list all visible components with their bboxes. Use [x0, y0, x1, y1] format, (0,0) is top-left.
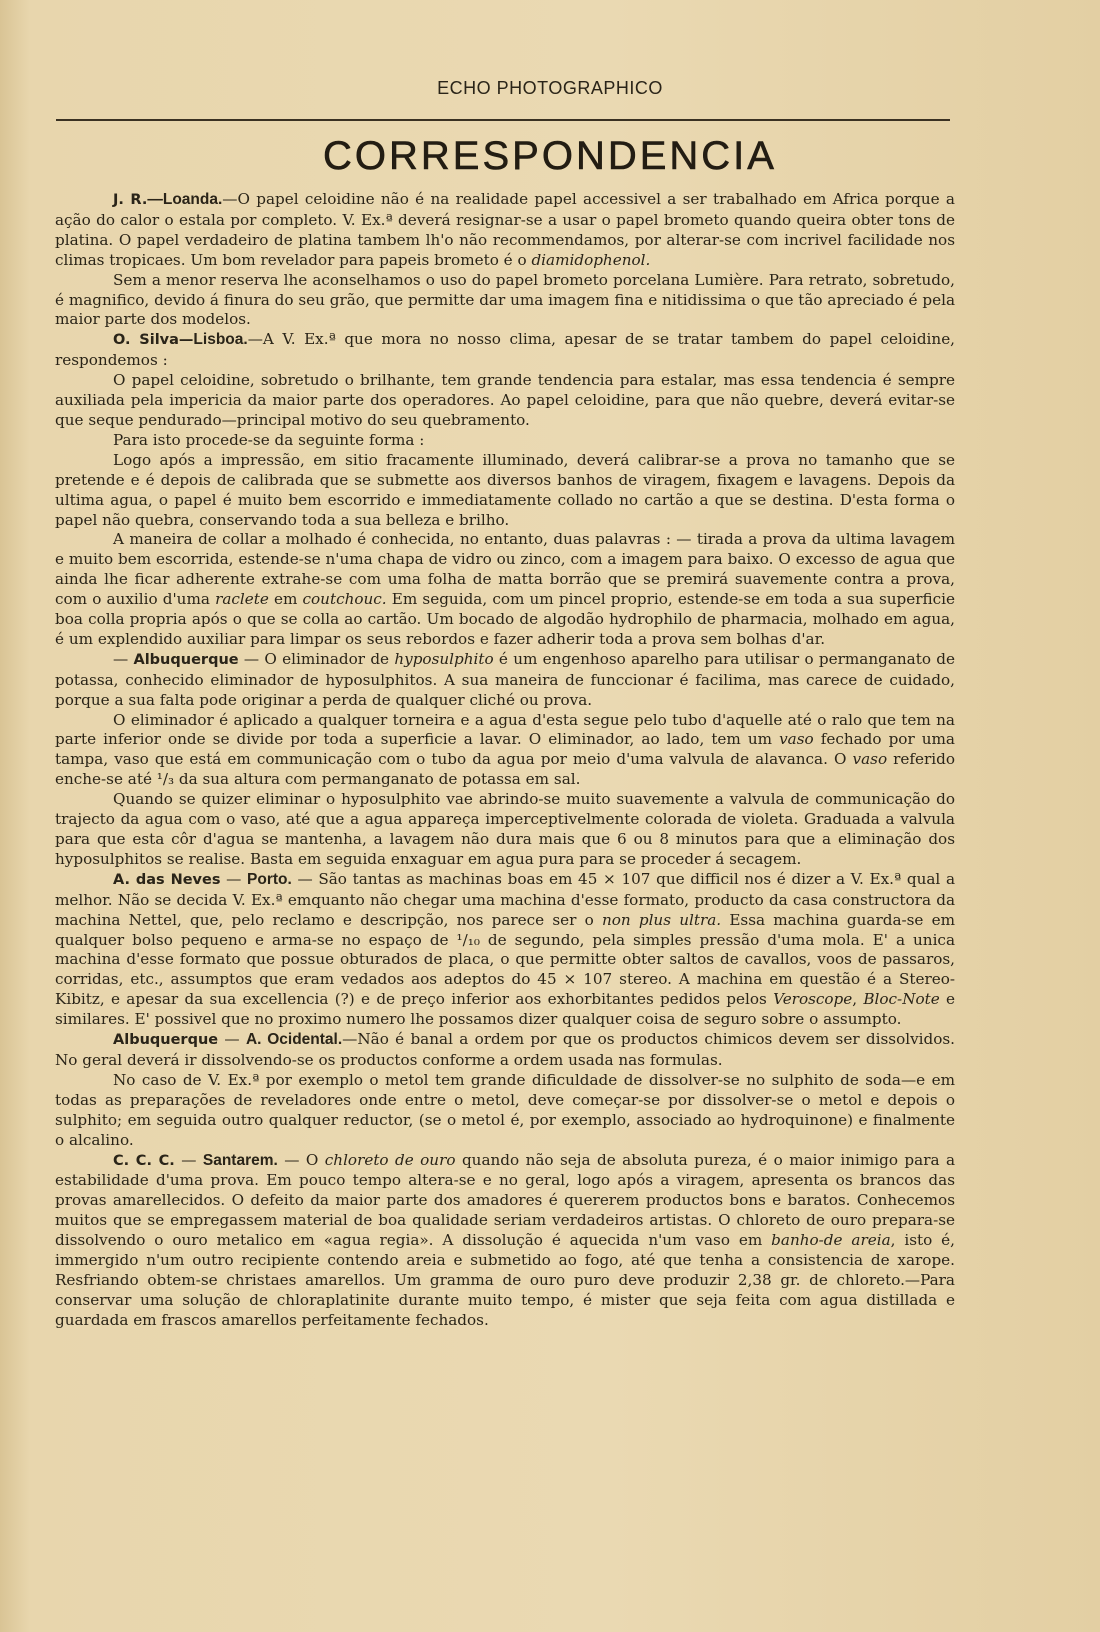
italic-term: coutchouc. — [302, 590, 387, 609]
paragraph-text: , isto é, immergido n'um outro recipiente contendo areia e submetido ao fogo, até que tenha a consistencia de xarope. Resfriando obtem-se christaes amarellos. Um gramma de ouro puro deve produzir 2,38 gr. de chloreto.—Para conservar uma solução de chloraplatinite durante muito tempo, é mister que seja feita com agua distillada e guardada em frascos amarellos perfeitamente fechados. — [55, 1231, 955, 1329]
separator: — — [220, 869, 248, 888]
italic-term: Veroscope — [773, 990, 853, 1009]
paragraph-text: —Não é banal a ordem por que os productos chimicos devem ser dissolvidos. No geral deverá ir dissolvendo-se os productos conforme a ordem usada nas formulas. — [55, 1030, 955, 1069]
paragraph — [55, 790, 955, 870]
paragraph-text: Para isto procede-se da seguinte forma : — [113, 430, 425, 449]
paragraph-text: em — [268, 590, 303, 609]
letter-porto — [55, 870, 955, 1030]
italic-term: chloreto de ouro — [324, 1150, 456, 1169]
paragraph-text: fechado por uma tampa, vaso que está em communicação com o tubo da agua por meio d'uma valvula de alavanca. O — [55, 730, 955, 769]
letter-loanda — [55, 190, 955, 271]
header-rule — [56, 119, 950, 121]
paragraph-text: A maneira de collar a molhado é conhecida, no entanto, duas palavras : — tirada a prova da ultima lavagem e muito bem escorrida, estende-se n'uma chapa de vidro ou zinco, com a imagem para baixo. O excesso de agua que ainda lhe ficar adherente extrahe-se com uma folha de matta borrão que se premirá suavemente contra a prova, com o auxilio d'uma — [55, 530, 955, 609]
paragraph-text: Sem a menor reserva lhe aconselhamos o uso do papel brometo porcelana Lumière. Para retrato, sobretudo, é magnifico, devido á finura do seu grão, que permitte dar uma imagem fina e nitidissima o que tão apreciado é pela maior parte dos modelos. — [55, 270, 955, 329]
paragraph-text: O papel celoidine, sobretudo o brilhante, tem grande tendencia para estalar, mas essa tendencia é sempre auxiliada pela impericia da maior parte dos operadores. Ao papel celoidine, para que não quebre, deverá evitar-se que seque pendurado—principal motivo do seu quebramento. — [55, 371, 955, 429]
paragraph-text: — — [113, 649, 134, 668]
paragraph-text: — O eliminador de — [238, 649, 395, 668]
paragraph — [55, 530, 955, 649]
paragraph — [55, 1071, 955, 1151]
paragraph-text: Quando se quizer eliminar o hyposulphito vae abrindo-se muito suavemente a valvula de communicação do trajecto da agua com o vaso, até que a agua appareça imperceptivelmente colorada de violeta. Graduada a valvula para que esta côr d'agua se mantenha, a lavagem não dura mais que 6 ou 8 minutos para que a eliminação dos hyposulphitos se realise. Basta em seguida enxaguar em agua pura para se proceder á secagem. — [55, 790, 955, 868]
correspondent-place: Lisboa. — [193, 331, 248, 349]
correspondent-name: Albuquerque — [113, 1032, 219, 1049]
correspondent-place: —Loanda. — [147, 191, 223, 208]
letter-albuquerque-eliminador — [55, 650, 955, 711]
letter-santarem — [55, 1151, 955, 1331]
italic-term: Bloc-Note — [863, 990, 940, 1009]
correspondent-name: Albuquerque — [133, 651, 239, 668]
italic-term: banho-de areia — [771, 1231, 891, 1250]
correspondent-initials: J. R. — [113, 192, 148, 208]
paragraph — [55, 371, 955, 431]
paragraph — [55, 271, 955, 331]
paragraph-text: Em seguida, com um pincel proprio, estende-se em toda a sua superficie boa colla propria após o que se colla ao cartão. Um bocado de algodão hydrophilo de pharmacia, molhado em agua, é um explendido auxiliar para limpar os seus rebordos e fazer adherir toda a prova sem bolhas d'ar. — [55, 590, 955, 648]
letter-lisboa — [55, 330, 955, 371]
paragraph — [55, 711, 955, 791]
paragraph-text: é um engenhoso aparelho para utilisar o permanganato de potassa, conhecido eliminador de hyposulphitos. A sua maneira de funccionar é facilima, mas carece de cuidado, porque a sua falta pode originar a perda de qualquer cliché ou prova. — [55, 649, 955, 709]
separator: — — [218, 1030, 246, 1049]
separator: — — [174, 1150, 203, 1169]
italic-term: diamidophenol. — [531, 250, 651, 269]
correspondent-place: Porto. — [247, 870, 292, 888]
correspondent-initials: O. Silva— — [113, 332, 194, 349]
paragraph — [55, 451, 955, 531]
italic-term: hyposulphito — [394, 649, 494, 668]
paragraph-text: , — [852, 990, 864, 1009]
paragraph-text: — O — [277, 1150, 325, 1169]
paragraph-text: Essa machina guarda-se em qualquer bolso pequeno e arma-se no espaço de ¹/₁₀ de segundo, pela simples pressão d'uma mola. E' a unica machina d'esse formato que possue obturados de placa, o que permitte obter saltos de cavallos, voos de passaros, corridas, etc., assumptos que eram vedados aos adeptos do 45 × 107 stereo. A machina em questão é a Stereo-Kibitz, e apesar da sua excellencia (?) e de preço inferior aos exhorbitantes pedidos pelos — [55, 910, 956, 1009]
italic-term: vaso — [852, 750, 888, 769]
paragraph-text: quando não seja de absoluta pureza, é o maior inimigo para a estabilidade d'uma prova. Em pouco tempo altera-se e no geral, logo após a viragem, apresenta os brancos das provas amarellecidos. O defeito da maior parte dos amadores é quererem productos bons e baratos. Conhecemos muitos que se empregassem material de boa qualidade seriam verdadeiros artistas. O chloreto de ouro prepara-se dissolvendo o ouro metalico em «agua regia». A dissolução é aquecida n'um vaso em — [55, 1150, 956, 1250]
paragraph-text: referido enche-se até ¹/₃ da sua altura com permanganato de potassa em sal. — [55, 750, 955, 789]
paragraph-text: No caso de V. Ex.ª por exemplo o metol tem grande dificuldade de dissolver-se no sulphito de soda—e em todas as preparações de reveladores onde entre o metol, deve começar-se por dissolver-se o metol e depois o sulphito; em seguida outro qualquer reductor, (se o metol é, por exemplo, associado ao hydroquinone) e finalmente o alcalino. — [55, 1070, 955, 1149]
letter-ocidental — [55, 1030, 955, 1071]
paragraph-text: e similares. E' possivel que no proximo numero lhe possamos dizer qualquer coisa de seguro sobre o assumpto. — [55, 990, 956, 1029]
paragraph-text: —A V. Ex.ª que mora no nosso clima, apesar de se tratar tambem do papel celoidine, respondemos : — [55, 330, 956, 370]
correspondent-place: A. Ocidental. — [245, 1031, 343, 1049]
correspondent-name: A. das Neves — [113, 871, 221, 888]
correspondent-place: Santarem. — [202, 1151, 278, 1169]
section-title: CORRESPONDENCIA — [323, 134, 777, 178]
italic-term: non plus ultra. — [601, 910, 722, 929]
italic-term: raclete — [215, 590, 269, 609]
paragraph-text: — São tantas as machinas boas em 45 × 107 que difficil nos é dizer a V. Ex.ª qual a melhor. Não se decida V. Ex.ª emquanto não chegar uma machina d'esse formato, producto da casa constructora da machina Nettel, que, pelo reclamo e descripção, nos parece ser o — [55, 869, 956, 929]
paragraph-text: Logo após a impressão, em sitio fracamente illuminado, deverá calibrar-se a prova no tamanho que se pretende e é depois de calibrada que se submette aos diversos banhos de viragem, fixagem e lavagens. Depois da ultima agua, o papel é muito bem escorrido e immediatamente collado no cartão a que se destina. D'esta forma o papel não quebra, conservando toda a sua belleza e brilho. — [55, 450, 955, 529]
paragraph — [55, 431, 955, 451]
correspondence-body — [55, 190, 955, 1331]
correspondent-initials: C. C. C. — [113, 1152, 175, 1169]
paragraph-text: —O papel celoidine não é na realidade papel accessivel a ser trabalhado em Africa porque a ação do calor o estala por completo. V. Ex.ª deverá resignar-se a usar o papel brometo quando queira obter tons de platina. O papel verdadeiro de platina tambem lh'o não recommendamos, por alterar-se com incrivel facilidade nos climas tropicaes. Um bom revelador para papeis brometo é o — [55, 190, 955, 269]
italic-term: vaso — [779, 730, 814, 749]
running-head: ECHO PHOTOGRAPHICO — [437, 78, 663, 98]
paragraph-text: O eliminador é aplicado a qualquer torneira e a agua d'esta segue pelo tubo d'aquelle até o ralo que tem na parte inferior onde se divide por toda a superficie a lavar. O eliminador, ao lado, tem um — [55, 710, 955, 749]
